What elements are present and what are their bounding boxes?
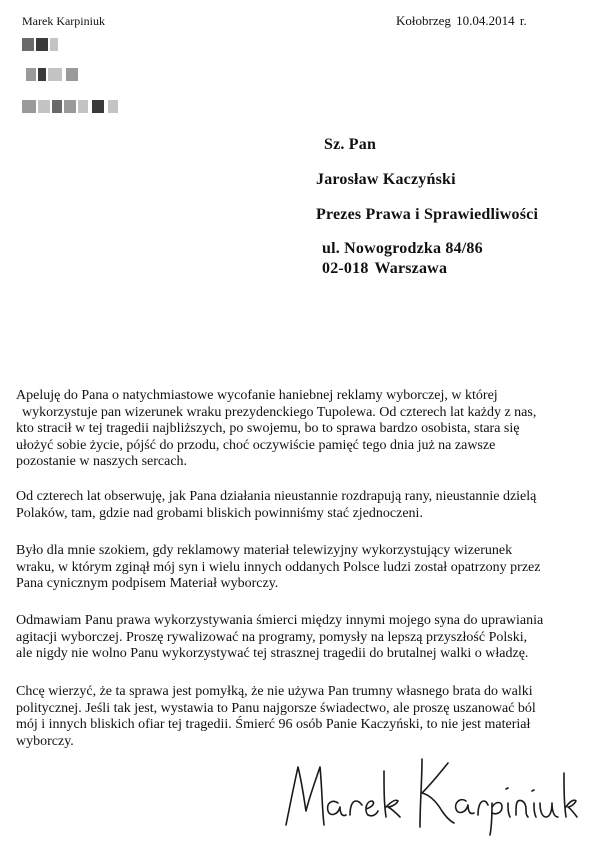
recipient-city: 02-018 Warszawa — [322, 260, 448, 277]
paragraph-line: wykorzystuje pan wizerunek wraku prezydenckiego Tupolewa. Od czterech lat każdy z nas, — [22, 404, 537, 420]
paragraph-3 — [16, 543, 581, 593]
recipient-salutation: Sz. Pan — [324, 136, 377, 153]
paragraph-line: Odmawiam Panu prawa wykorzystywania śmierci między innymi mojego syna do uprawiania — [16, 613, 544, 628]
recipient-street: ul. Nowogrodzka 84/86 — [322, 240, 483, 257]
paragraph-line: kto stracił w tej tragedii najbliższych, po swojemu, bo to sprawa bardzo osobista, stara się — [16, 421, 520, 437]
paragraph-line: Apeluję do Pana o natychmiastowe wycofanie haniebnej reklamy wyborczej, w której — [16, 388, 498, 403]
paragraph-line: agitacji wyborczej. Proszę rywalizować na programy, pomysły na lepszą przyszłość Polski, — [16, 629, 528, 645]
paragraph-line: Od czterech lat obserwuję, jak Pana działania nieustannie rozdrapują rany, nieustannie dzielą — [16, 489, 537, 504]
paragraph-line: ale nigdy nie wolno Panu wykorzystywać tej strasznej tragedii do brutalnej walki o władzę. — [16, 646, 529, 662]
paragraph-line: Było dla mnie szokiem, gdy reklamowy materiał telewizyjny wykorzystujący wizerunek — [16, 543, 513, 558]
paragraph-line: mój i innych bliskich ofiar tej tragedii. Śmierć 96 osób Panie Kaczyński, to nie jest materiał — [16, 717, 531, 733]
redacted-address — [22, 38, 142, 118]
date-line: Kołobrzeg 10.04.2014 r. — [396, 13, 527, 28]
paragraph-5 — [16, 684, 581, 750]
recipient-name: Jarosław Kaczyński — [316, 171, 456, 188]
paragraph-line: ułożyć sobie życie, pójść do przodu, choć oczywiście pamięć tego dnia już na zawsze — [16, 437, 496, 453]
paragraph-4 — [16, 613, 581, 663]
paragraph-line: wyborczy. — [16, 733, 74, 749]
handwritten-signature — [280, 745, 580, 837]
paragraph-2 — [16, 489, 581, 522]
sender-name: Marek Karpiniuk — [22, 14, 105, 28]
paragraph-line: wraku, w którym zginął mój syn i wielu innych oddanych Polsce ludzi został opatrzony przez — [16, 559, 541, 575]
paragraph-line: Polaków, tam, gdzie nad grobami bliskich powinniśmy stać zjednoczeni. — [16, 505, 423, 521]
paragraph-line: Chcę wierzyć, że ta sprawa jest pomyłką, że nie używa Pan trumny własnego brata do walki — [16, 684, 533, 699]
paragraph-1 — [16, 388, 581, 471]
paragraph-line: pozostanie w naszych sercach. — [16, 454, 188, 470]
paragraph-line: politycznej. Jeśli tak jest, wystawia to Panu najgorsze świadectwo, ale proszę uszanować ból — [16, 700, 536, 716]
paragraph-line: Pana cynicznym podpisem Materiał wyborczy. — [16, 576, 279, 592]
recipient-position: Prezes Prawa i Sprawiedliwości — [316, 206, 539, 223]
